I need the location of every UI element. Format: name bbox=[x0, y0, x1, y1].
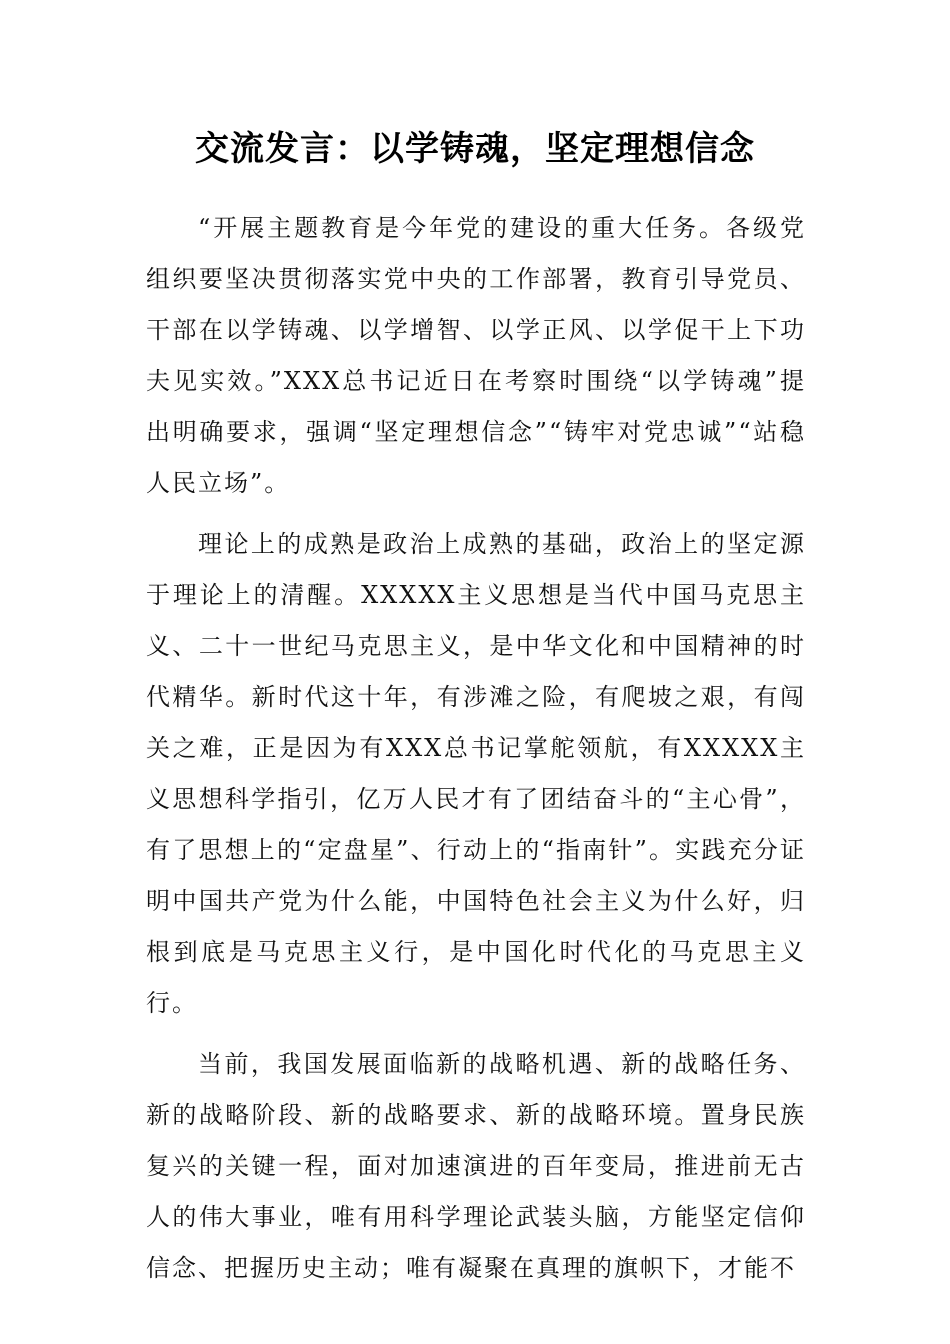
paragraph-1: “开展主题教育是今年党的建设的重大任务。各级党组织要坚决贯彻落实党中央的工作部署，教育引导党员、干部在以学铸魂、以学增智、以学正风、以学促干上下功夫见实效。”XXX总书记近日在考察时围绕“以学铸魂”提出明确要求，强调“坚定理想信念”“铸牢对党忠诚”“站稳人民立场”。 bbox=[146, 214, 806, 497]
paragraph-2: 理论上的成熟是政治上成熟的基础，政治上的坚定源于理论上的清醒。XXXXX主义思想是当代中国马克思主义、二十一世纪马克思主义，是中华文化和中国精神的时代精华。新时代这十年，有涉滩之险，有爬坡之艰，有闯关之难，正是因为有XXX总书记掌舵领航，有XXXXX主义思想科学指引，亿万人民才有了团结奋斗的“主心骨”，有了思想上的“定盘星”、行动上的“指南针”。实践充分证明中国共产党为什么能，中国特色社会主义为什么好，归根到底是马克思主义行，是中国化时代化的马克思主义行。 bbox=[146, 530, 806, 1017]
paragraph-3: 当前，我国发展面临新的战略机遇、新的战略任务、新的战略阶段、新的战略要求、新的战略环境。置身民族复兴的关键一程，面对加速演进的百年变局，推进前无古人的伟大事业，唯有用科学理论武装头脑，方能坚定信仰信念、把握历史主动；唯有凝聚在真理的旗帜下，才能不 bbox=[146, 1050, 806, 1282]
document-title: 交流发言：以学铸魂，坚定理想信念 bbox=[195, 129, 755, 169]
document-body bbox=[146, 203, 806, 1304]
